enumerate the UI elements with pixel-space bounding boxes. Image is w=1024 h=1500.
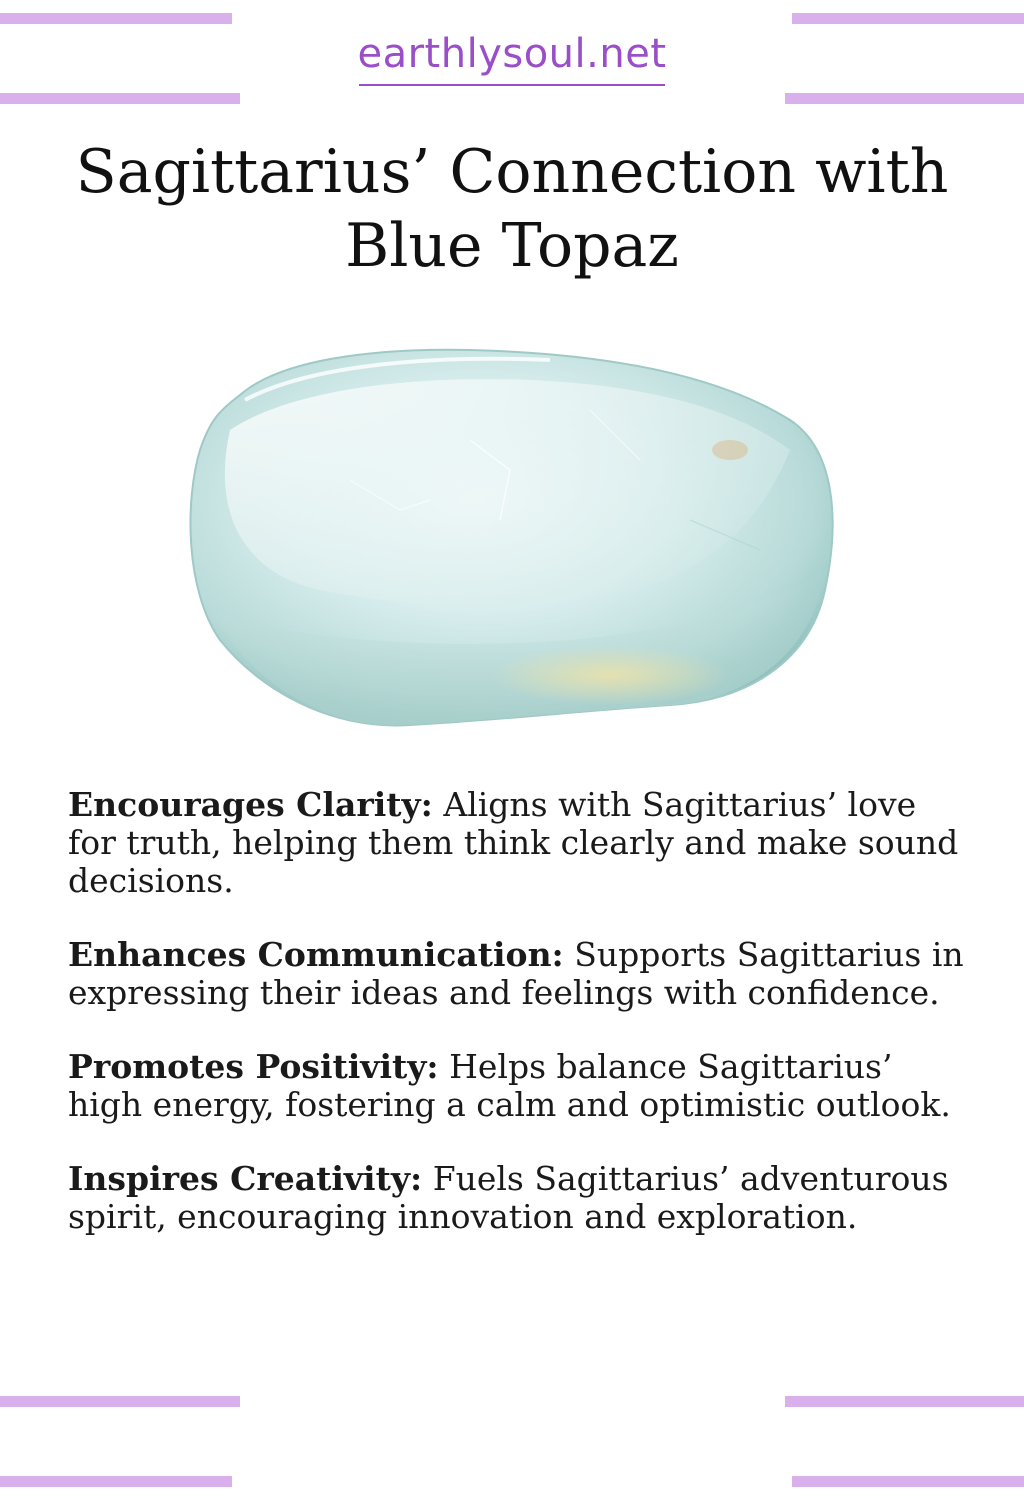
logo-underline [359,84,664,86]
site-logo[interactable] [0,30,1024,90]
logo-text: earthlysoul.net [357,31,667,77]
blue-topaz-stone-svg [170,320,850,750]
benefit-communication [68,936,968,1012]
benefit-text: Aligns with Sagittarius’ love for truth, helping them think clearly and make sound decisions. [68,785,959,900]
top-right-bar-short [792,13,1024,24]
page-title [0,135,1024,283]
top-left-bar-short [0,13,232,24]
bottom-left-bar-short [0,1476,232,1487]
top-right-bar-long [785,93,1024,104]
bottom-left-bar-long [0,1396,240,1407]
benefit-text: Helps balance Sagittarius’ high energy, fostering a calm and optimistic outlook. [68,1047,951,1124]
top-left-bar-long [0,93,240,104]
benefit-label: Promotes Positivity: [68,1047,439,1086]
benefit-text: Supports Sagittarius in expressing their ideas and feelings with confidence. [68,935,964,1012]
benefit-clarity [68,786,968,900]
title-line-2: Blue Topaz [345,211,679,281]
bottom-right-bar-short [792,1476,1024,1487]
benefit-text: Fuels Sagittarius’ adventurous spirit, encouraging innovation and exploration. [68,1159,949,1236]
logo-wrapper [357,30,666,90]
benefit-label: Inspires Creativity: [68,1159,423,1198]
blue-topaz-stone-icon [170,320,850,750]
benefits-list [68,786,968,1272]
benefit-label: Enhances Communication: [68,935,564,974]
bottom-right-bar-long [785,1396,1024,1407]
benefit-label: Encourages Clarity: [68,785,433,824]
benefit-positivity [68,1048,968,1124]
title-line-1: Sagittarius’ Connection with [75,137,949,207]
benefit-creativity [68,1160,968,1236]
